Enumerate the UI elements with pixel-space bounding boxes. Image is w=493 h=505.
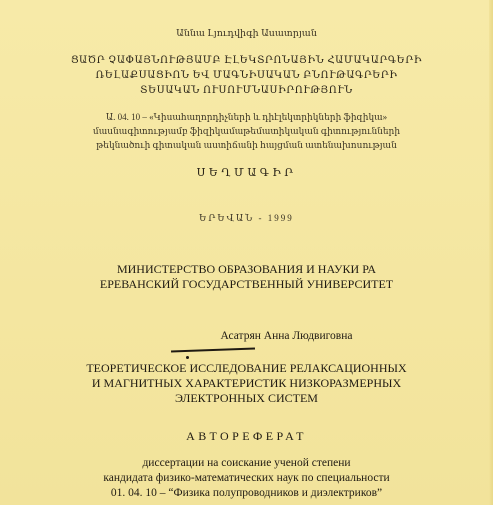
pen-underline-mark	[171, 348, 255, 352]
armenian-abstract-heading: ՍԵՂՄԱԳԻՐ	[196, 167, 297, 179]
armenian-specialty-line-2: մասնագիտությամբ ֆիզիկամաթեմատիկական գիտությունների	[92, 126, 401, 136]
russian-title-line-1: ТЕОРЕТИЧЕСКОЕ ИССЛЕДОВАНИЕ РЕЛАКСАЦИОННЫХ	[86, 361, 407, 375]
russian-title-line-3: ЭЛЕКТРОННЫХ СИСТЕМ	[175, 391, 318, 405]
russian-dissertation-line-3: 01. 04. 10 – “Физика полупроводников и диэлектриков”	[110, 487, 383, 499]
armenian-specialty-line-3: թեկնածուի գիտական աստիճանի հայցման ատենախոսության	[96, 140, 397, 150]
page-edge-shadow	[489, 0, 493, 505]
armenian-title-line-1: ՑԱԾՐ ՉԱՓԱՅՆՈՒԹՅԱՄԲ ԷԼԵԿՏՐՈՆԱՅԻՆ ՀԱՄԱԿԱՐԳԵՐԻ	[70, 55, 423, 66]
russian-abstract-heading: АВТОРЕФЕРАТ	[186, 429, 307, 443]
russian-ministry-line-1: МИНИСТЕРСТВО ОБРАЗОВАНИЯ И НАУКИ РА	[116, 262, 377, 276]
armenian-title-line-2: ՌԵԼԱՔՍԱՑԻՈՆ ԵՎ ՄԱԳՆԻՍԱԿԱՆ ԲՆՈՒԹԱԳՐԵՐԻ	[95, 70, 398, 81]
armenian-title-line-3: ՏԵՍԱԿԱՆ ՈՒՍՈՒՄՆԱՍԻՐՈՒԹՅՈՒՆ	[140, 85, 353, 96]
armenian-specialty-line-1: Ա. 04. 10 – «Կիսահաղորդիչների և դիէլեկտրիկների ֆիզիկա»	[105, 112, 388, 122]
russian-title-line-2: И МАГНИТНЫХ ХАРАКТЕРИСТИК НИЗКОРАЗМЕРНЫХ	[91, 376, 402, 390]
russian-ministry-line-2: ЕРЕВАНСКИЙ ГОСУДАРСТВЕННЫЙ УНИВЕРСИТЕТ	[99, 277, 394, 291]
armenian-author: Աննա Լյուդվիգի Ասատրյան	[176, 29, 317, 39]
russian-dissertation-line-1: диссертации на соискание ученой степени	[142, 457, 351, 469]
pen-dot-mark	[186, 356, 189, 359]
russian-author: Асатрян Анна Людвиговна	[220, 330, 353, 342]
armenian-city-year: ԵՐԵՎԱՆ - 1999	[199, 213, 294, 223]
russian-dissertation-line-2: кандидата физико-математических наук по специальности	[103, 472, 390, 484]
